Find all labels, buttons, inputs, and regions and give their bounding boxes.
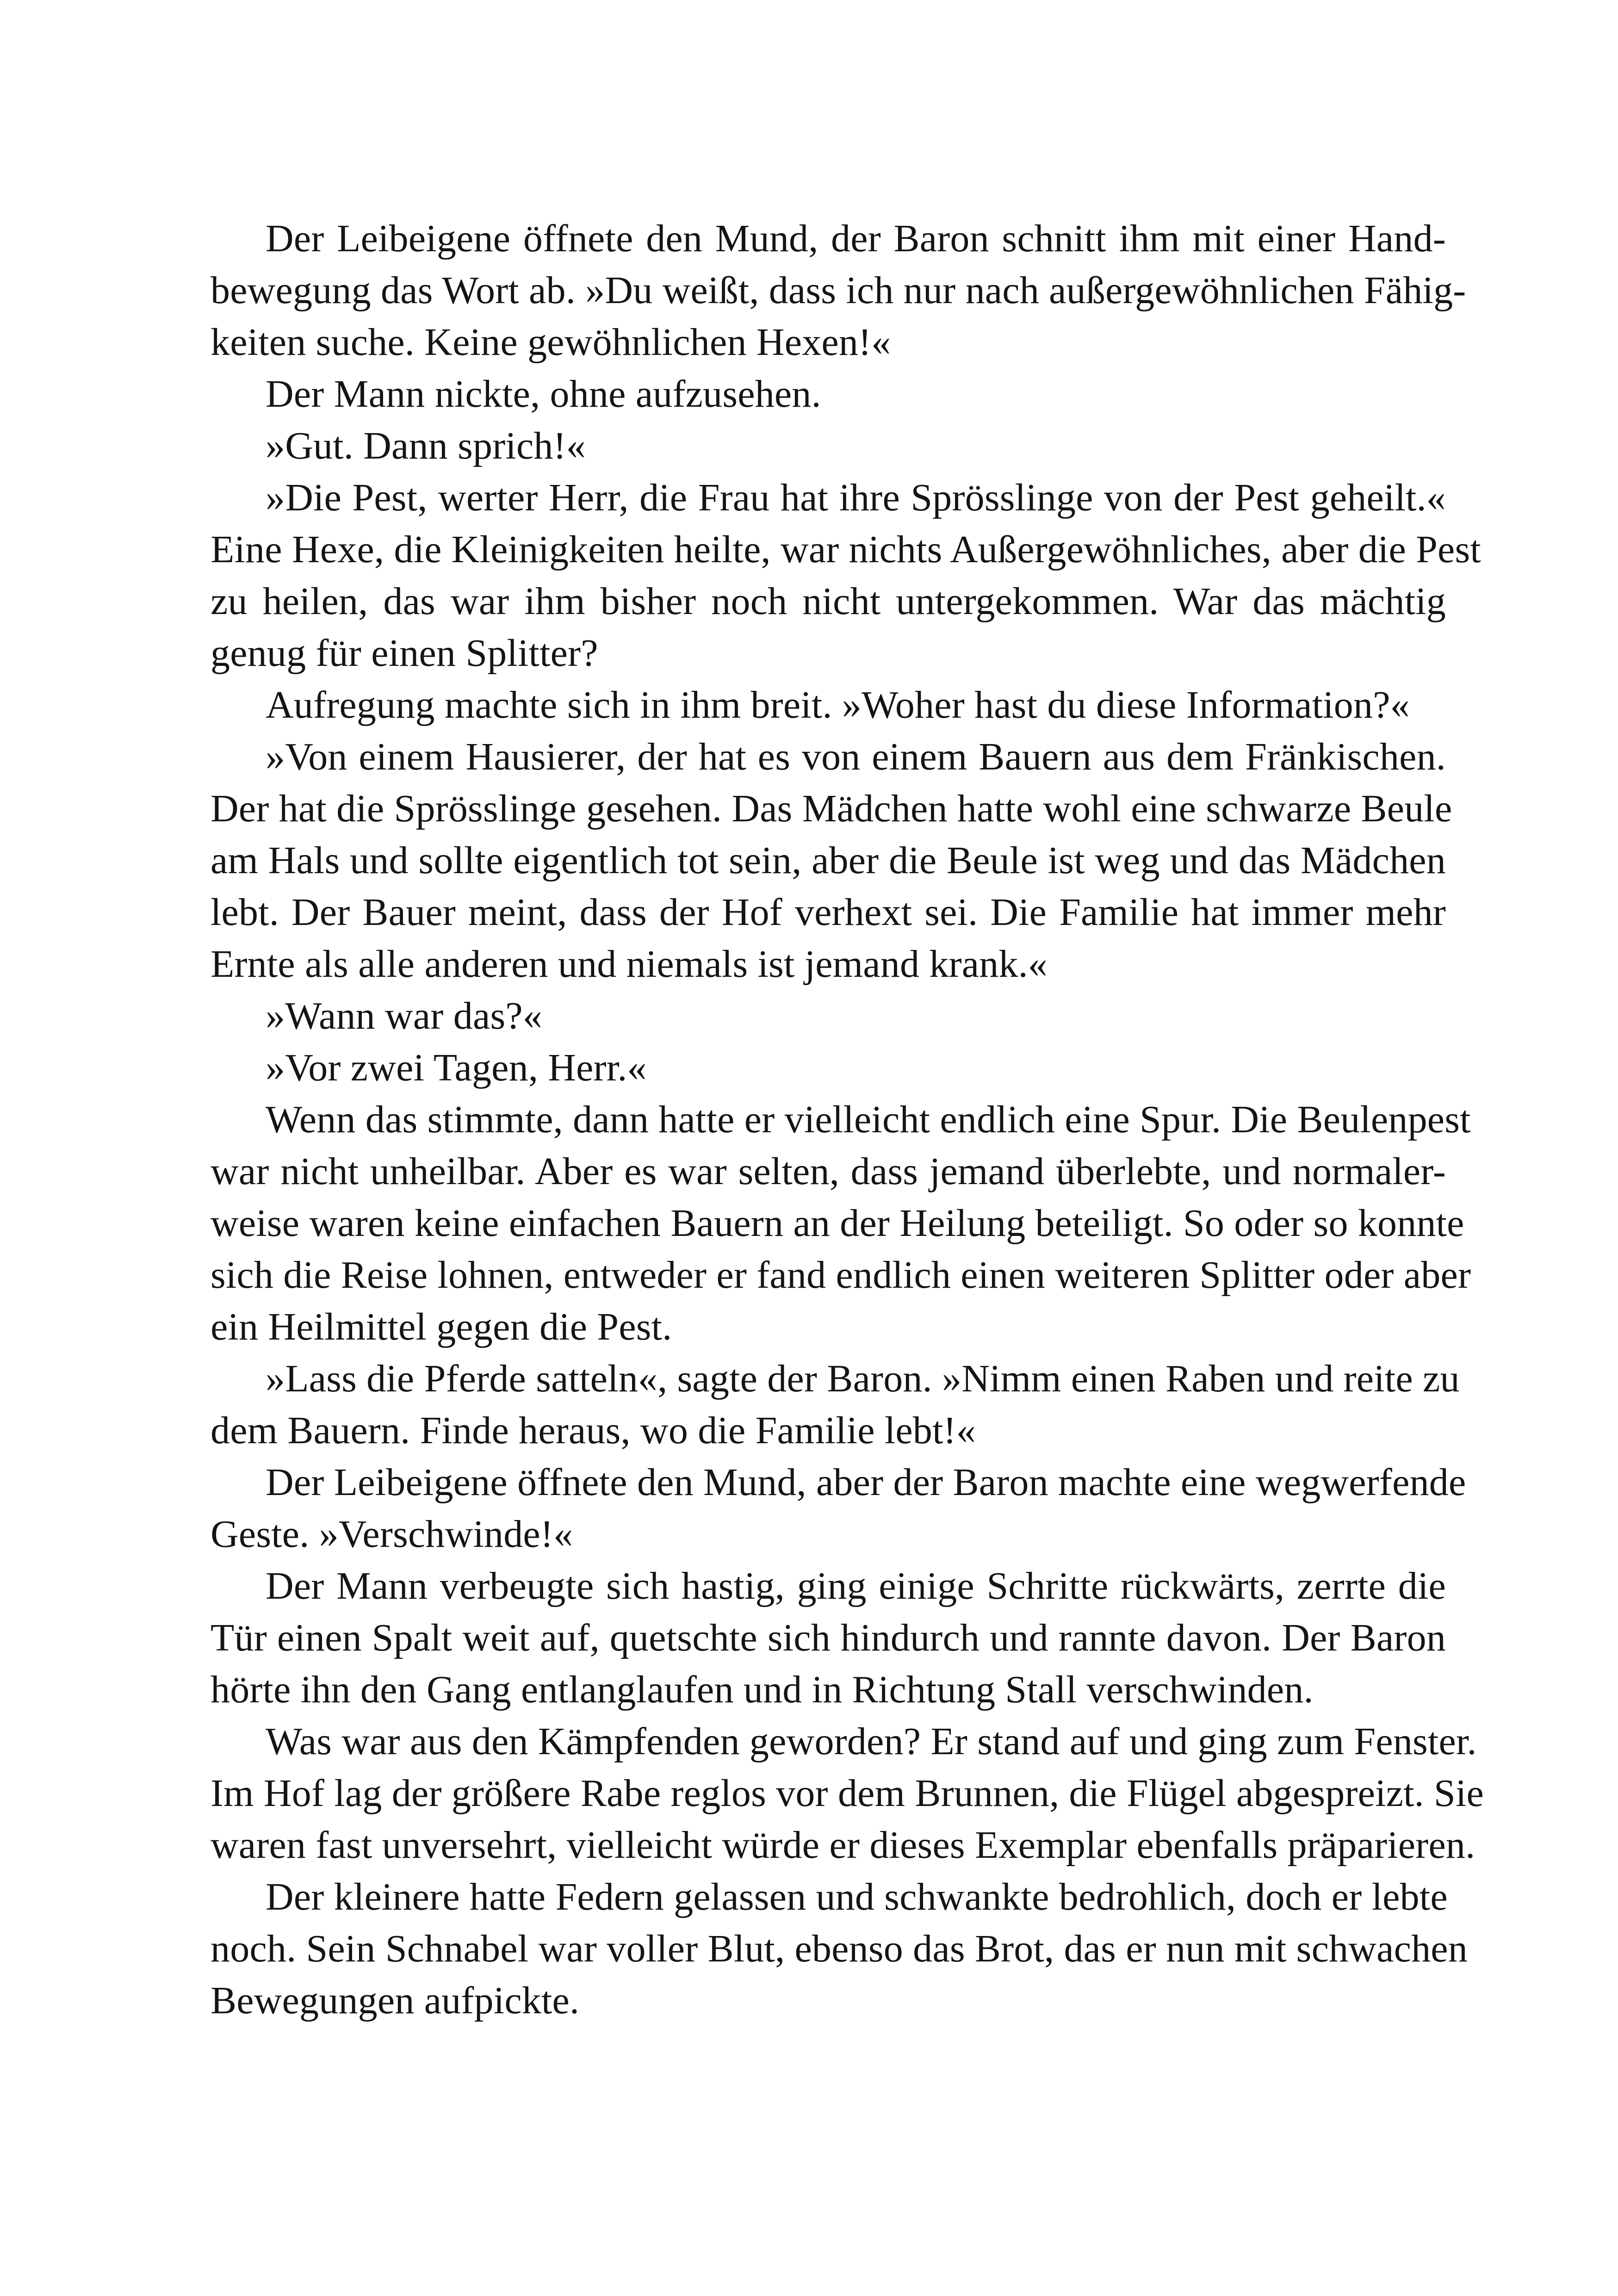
text-line: Der Mann verbeugte sich hastig, ging einige Schritte rückwärts, zerrte die — [266, 1564, 1446, 1607]
paragraph — [211, 1871, 1468, 2027]
text-line: Der Leibeigene öffnete den Mund, der Baron schnitt ihm mit einer Hand- — [266, 217, 1446, 260]
paragraph — [211, 472, 1481, 679]
text-line: Ernte als alle anderen und niemals ist jemand krank.« — [211, 943, 1048, 986]
text-line: »Wann war das?« — [266, 994, 543, 1037]
text-line: waren fast unversehrt, vielleicht würde er dieses Exemplar ebenfalls präparieren. — [211, 1824, 1475, 1867]
text-line: Im Hof lag der größere Rabe reglos vor dem Brunnen, die Flügel abgespreizt. Sie — [211, 1772, 1484, 1815]
paragraph — [211, 1042, 1446, 1094]
paragraph — [211, 1716, 1484, 1871]
text-line: weise waren keine einfachen Bauern an der Heilung beteiligt. So oder so konnte — [211, 1202, 1464, 1245]
text-line: war nicht unheilbar. Aber es war selten, dass jemand überlebte, und normaler- — [211, 1150, 1446, 1193]
text-line: Bewegungen aufpickte. — [211, 1979, 580, 2022]
text-line: Wenn das stimmte, dann hatte er vielleicht endlich eine Spur. Die Beulenpest — [266, 1098, 1471, 1141]
text-line: »Die Pest, werter Herr, die Frau hat ihre Sprösslinge von der Pest geheilt.« — [266, 476, 1446, 519]
text-line: Was war aus den Kämpfenden geworden? Er stand auf und ging zum Fenster. — [266, 1720, 1477, 1763]
text-line: sich die Reise lohnen, entweder er fand endlich einen weiteren Splitter oder aber — [211, 1253, 1471, 1297]
text-line: Eine Hexe, die Kleinigkeiten heilte, war nichts Außergewöhnliches, aber die Pest — [211, 528, 1481, 571]
paragraph — [211, 990, 1446, 1042]
text-line: am Hals und sollte eigentlich tot sein, aber die Beule ist weg und das Mädchen — [211, 839, 1446, 882]
text-line: noch. Sein Schnabel war voller Blut, ebenso das Brot, das er nun mit schwachen — [211, 1927, 1468, 1970]
text-line: Tür einen Spalt weit auf, quetschte sich hindurch und rannte davon. Der Baron — [211, 1616, 1446, 1659]
paragraph — [211, 213, 1466, 368]
body-text — [211, 213, 1484, 2027]
paragraph — [211, 1353, 1460, 1457]
text-line: ein Heilmittel gegen die Pest. — [211, 1305, 672, 1348]
text-line: dem Bauern. Finde heraus, wo die Familie lebt!« — [211, 1409, 976, 1452]
text-line: lebt. Der Bauer meint, dass der Hof verhext sei. Die Familie hat immer mehr — [211, 891, 1446, 934]
paragraph — [211, 679, 1446, 731]
text-line: »Gut. Dann sprich!« — [266, 424, 586, 467]
text-line: keiten suche. Keine gewöhnlichen Hexen!« — [211, 321, 891, 364]
paragraph — [211, 1094, 1471, 1353]
text-line: Geste. »Verschwinde!« — [211, 1513, 573, 1556]
text-line: genug für einen Splitter? — [211, 632, 598, 675]
paragraph — [211, 420, 1446, 472]
text-line: Aufregung machte sich in ihm breit. »Woher hast du diese Information?« — [266, 683, 1410, 726]
paragraph — [211, 1457, 1466, 1560]
text-line: hörte ihn den Gang entlanglaufen und in Richtung Stall verschwinden. — [211, 1668, 1314, 1711]
text-line: Der Mann nickte, ohne aufzusehen. — [266, 372, 821, 416]
paragraph — [211, 1560, 1446, 1716]
text-line: »Lass die Pferde satteln«, sagte der Baron. »Nimm einen Raben und reite zu — [266, 1357, 1460, 1400]
text-line: Der hat die Sprösslinge gesehen. Das Mädchen hatte wohl eine schwarze Beule — [211, 787, 1452, 830]
paragraph — [211, 368, 1446, 420]
text-line: »Von einem Hausierer, der hat es von einem Bauern aus dem Fränkischen. — [266, 735, 1446, 778]
text-line: zu heilen, das war ihm bisher noch nicht untergekommen. War das mächtig — [211, 580, 1446, 623]
text-line: Der Leibeigene öffnete den Mund, aber der Baron machte eine wegwerfende — [266, 1461, 1466, 1504]
paragraph — [211, 731, 1452, 990]
text-line: Der kleinere hatte Federn gelassen und schwankte bedrohlich, doch er lebte — [266, 1875, 1448, 1918]
text-line: »Vor zwei Tagen, Herr.« — [266, 1046, 647, 1089]
text-line: bewegung das Wort ab. »Du weißt, dass ich nur nach außergewöhnlichen Fähig- — [211, 269, 1466, 312]
